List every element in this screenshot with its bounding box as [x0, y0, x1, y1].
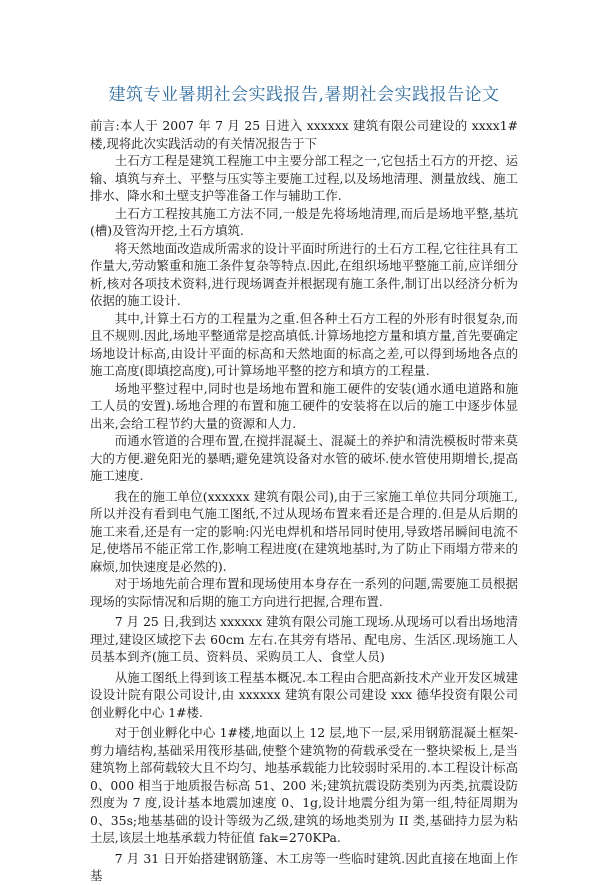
body-paragraph: 而通水管道的合理布置,在搅拌混凝土、混凝土的养护和清洗模板时带来莫大的方便.避免阳光的暴晒;避免建筑设备对水管的破坏.使水管使用期增长,提高施工速度. [90, 433, 518, 483]
preface-paragraph: 前言:本人于 2007 年 7 月 25 日进入 xxxxxx 建筑有限公司建设的 xxxx1#楼,现将此次实践活动的有关情况报告于下 [90, 118, 518, 151]
body-paragraph: 从施工图纸上得到该工程基本概况.本工程由合肥高新技术产业开发区城建设设计院有限公司设计,由 xxxxxx 建筑有限公司建设 xxx 德华投资有限公司创业孵化中心 1#楼. [90, 669, 518, 720]
body-paragraph: 对于创业孵化中心 1#楼,地面以上 12 层,地下一层,采用钢筋混凝土框架-剪力墙结构,基础采用筏形基础,使整个建筑物的荷载承受在一整块梁板上,是当建筑物上部荷载较大且不均匀、地基承载能力比较弱时采用的.本工程设计标高 0、000 相当于地质报告标高 51、200 米;建筑抗震设防类别为丙类,抗震设防烈度为 7 度,设计基本地震加速度 0、1g,设计地震分组为第一组,特征周期为 0、35s;地基基础的设计等级为乙级,建筑的场地类别为 II 类,基础持力层为粘土层,该层土地基承载力特征值 fak=270KPa. [90, 725, 518, 845]
body-paragraph: 我在的施工单位(xxxxxx 建筑有限公司),由于三家施工单位共同分项施工,所以并没有看到电气施工图纸,不过从现场布置来看还是合理的.但是从后期的施工来看,还是有一定的影响:闪光电焊机和塔吊同时使用,导致塔吊瞬间电流不足,使塔吊不能正常工作,影响工程进度(在建筑地基时,为了防止下雨塌方带来的麻烦,加快速度是必然的). [90, 488, 518, 574]
body-paragraph: 将天然地面改造成所需求的设计平面时所进行的土石方工程,它往往具有工作量大,劳动繁重和施工条件复杂等特点.因此,在组织场地平整施工前,应详细分析,核对各项技术资料,进行现场调查并根据现有施工条件,制订出以经济分析为依据的施工设计. [90, 240, 518, 308]
document-title: 建筑专业暑期社会实践报告,暑期社会实践报告论文 [108, 85, 500, 105]
body-paragraph: 其中,计算土石方的工程量为之重.但各种土石方工程的外形有时很复杂,而且不规则.因此,场地平整通常是挖高填低.计算场地挖方量和填方量,首先要确定场地设计标高,由设计平面的标高和天然地面的标高之差,可以得到场地各点的施工高度(即填挖高度),可计算场地平整的挖方和填方的工程量. [90, 310, 518, 378]
body-paragraph: 土石方工程按其施工方法不同,一般是先将场地清理,而后是场地平整,基坑(槽)及管沟开挖,土石方填筑. [90, 205, 518, 238]
body-paragraph: 7 月 25 日,我到达 xxxxxx 建筑有限公司施工现场.从现场可以看出场地清理过,建设区域挖下去 60cm 左右.在其旁有塔吊、配电房、生活区.现场施工人员基本到齐(施工员、资料员、采购员工人、食堂人员) [90, 614, 518, 664]
body-paragraph: 土石方工程是建筑工程施工中主要分部工程之一,它包括土石方的开挖、运输、填筑与弃土、平整与压实等主要施工过程,以及场地清理、测量放线、施工排水、降水和土壁支护等准备工作与辅助工作. [90, 153, 518, 203]
body-paragraph: 7 月 31 日开始搭建钢筋篷、木工房等一些临时建筑.因此直接在地面上作基 [90, 850, 518, 883]
body-paragraph: 对于场地先前合理布置和现场使用本身存在一系列的问题,需要施工员根据现场的实际情况和后期的施工方向进行把握,合理布置. [90, 576, 518, 609]
body-paragraph: 场地平整过程中,同时也是场地布置和施工硬件的安装(通水通电道路和施工人员的安置).场地合理的布置和施工硬件的安装将在以后的施工中逐步体显出来,会给工程节约大量的资源和人力. [90, 380, 518, 431]
